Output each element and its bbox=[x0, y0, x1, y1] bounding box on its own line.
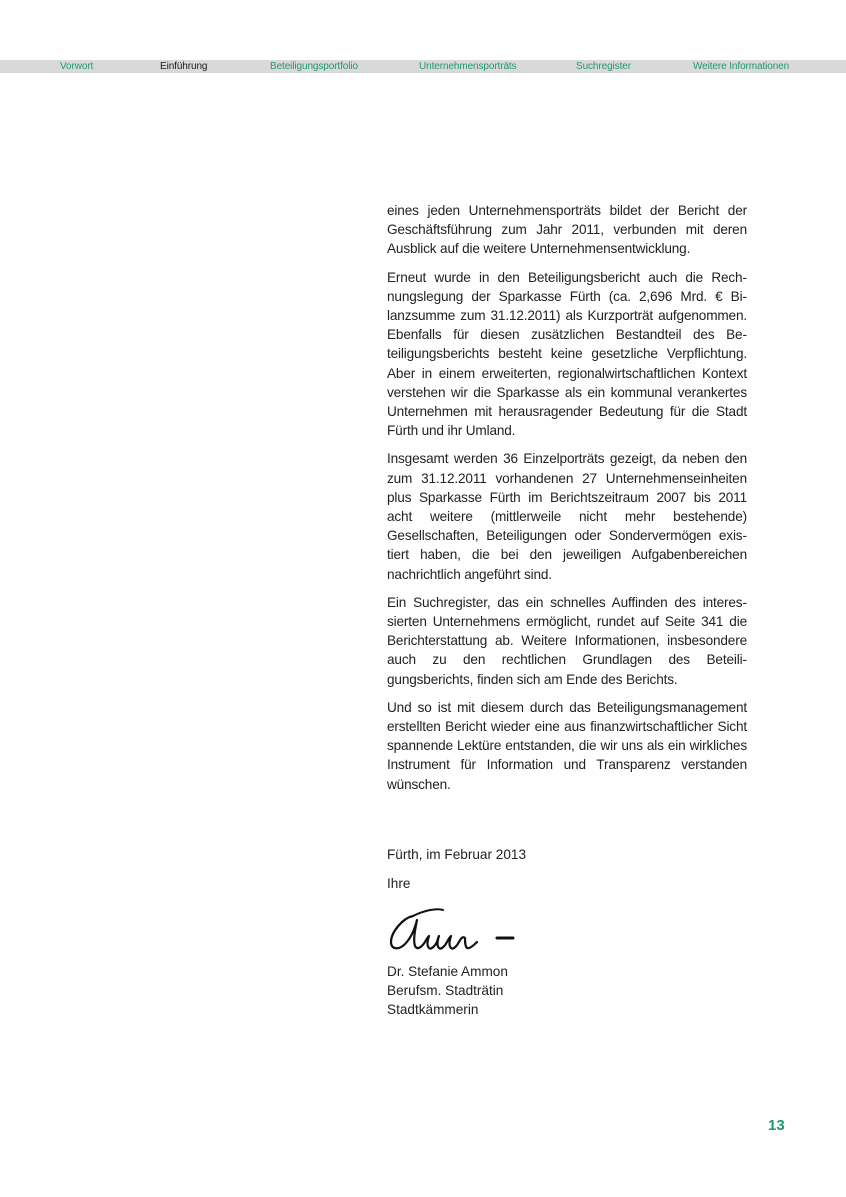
signer-block bbox=[387, 962, 508, 1020]
paragraph: Insgesamt werden 36 Einzelporträts gezeigt, da neben den zum 31.12.2011 vorhandenen 27 Unternehmenseinheiten plus Sparkasse Fürth im Berichtszeitraum 2007 bis 2011 acht weitere (mittlerweile nicht mehr bestehende) Gesellschaften, Beteiligungen oder Sondervermögen existiert haben, die bei den jeweiligen Aufgabenbereichen nachrichtlich angeführt sind. bbox=[387, 451, 747, 582]
place-date: Fürth, im Februar 2013 bbox=[387, 847, 527, 862]
signer-role: Berufsm. Stadträtin bbox=[387, 983, 504, 999]
nav-item-weitere-informationen[interactable]: Weitere Informationen bbox=[693, 61, 790, 72]
closing bbox=[387, 845, 526, 893]
nav-item-unternehmensportraets[interactable]: Unternehmensporträts bbox=[419, 61, 517, 72]
handwritten-signature bbox=[385, 898, 525, 958]
top-navigation-bar bbox=[0, 60, 846, 73]
nav-item-suchregister[interactable]: Suchregister bbox=[576, 61, 631, 72]
nav-item-vorwort[interactable]: Vorwort bbox=[60, 61, 94, 72]
page-number: 13 bbox=[768, 1117, 785, 1134]
paragraph: Erneut wurde in den Beteiligungsbericht auch die Rechnungslegung der Sparkasse Fürth (ca. 2,696 Mrd. € Bilanzsumme zum 31.12.2011) als Kurzporträt aufgenommen. Ebenfalls für diesen zusätzlichen Bestandteil des Beteiligungsberichts besteht keine gesetzliche Verpflichtung. Aber in einem erweiterten, regionalwirtschaftlichen Kontext verstehen wir die Sparkasse als ein kommunal verankertes Unternehmen mit herausragender Bedeutung für die Stadt Fürth und ihr Umland. bbox=[387, 269, 747, 439]
body-text bbox=[387, 201, 747, 803]
signer-name: Dr. Stefanie Ammon bbox=[387, 964, 508, 979]
nav-item-beteiligungsportfolio[interactable]: Beteiligungsportfolio bbox=[270, 61, 358, 72]
paragraph: eines jeden Unternehmensporträts bildet der Bericht der Geschäftsführung zum Jahr 2011, verbunden mit deren Ausblick auf die weitere Unternehmensentwicklung. bbox=[387, 203, 747, 257]
paragraph: Und so ist mit diesem durch das Beteiligungsmanagement erstellten Bericht wieder eine aus finanzwirtschaftlicher Sicht spannende Lektüre entstanden, die wir uns als ein wirkliches Instrument für Information und Transparenz verstanden wünschen. bbox=[387, 699, 747, 792]
greeting: Ihre bbox=[387, 876, 411, 892]
paragraph: Ein Suchregister, das ein schnelles Auffinden des interessierten Unternehmens ermöglicht, rundet auf Seite 341 die Berichterstattung ab. Weitere Informationen, insbesondere auch zu den rechtlichen Grundlagen des Beteiligungsberichts, finden sich am Ende des Berichts. bbox=[387, 594, 747, 687]
nav-item-einfuehrung[interactable]: Einführung bbox=[160, 61, 208, 72]
signer-title: Stadtkämmerin bbox=[387, 1002, 479, 1018]
